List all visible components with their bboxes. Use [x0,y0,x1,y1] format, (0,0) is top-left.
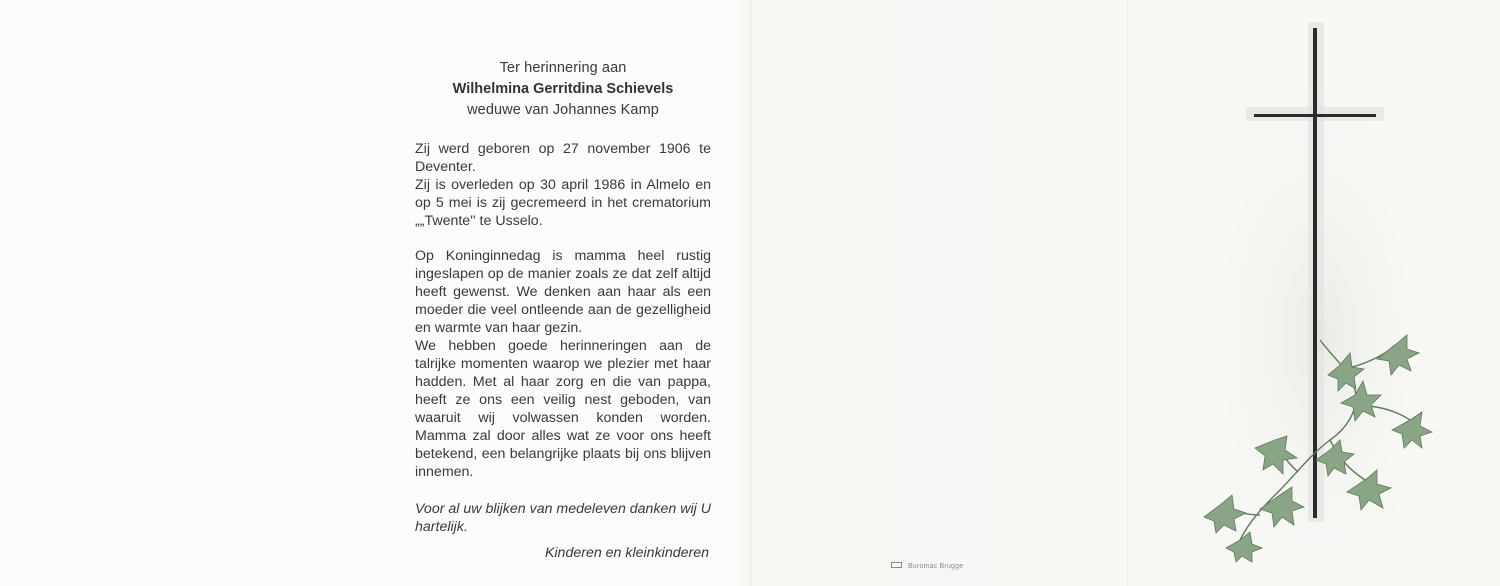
cross-with-ivy [1180,10,1450,580]
card-fold [750,0,752,586]
printer-label: Buromac Brugge [908,563,964,570]
deceased-name: Wilhelmina Gerritdina Schievels [452,81,674,97]
relation-line: weduwe van Johannes Kamp [467,102,659,118]
birth-death-paragraph [415,140,711,230]
remembrance-text-1: Op Koninginnedag is mamma heel rustig ingeslapen op de manier zoals ze dat zelf altijd heeft gewenst. We denken aan haar als een moeder die veel ontleende aan de gezelligheid en warmte van haar gezin. [415,248,711,336]
printer-logo-icon [891,562,902,568]
remembrance-text-2: We hebben goede herinneringen aan de talrijke momenten waarop we plezier met haar hadden. Met al haar zorg en die van pappa, heeft ze ons een veilig nest geboden, van waaruit wij volwassen konden worden. Mamma zal door alles wat ze voor ons heeft betekend, een belangrijke plaats bij ons blijven innemen. [415,338,711,480]
death-text: Zij is overleden op 30 april 1986 in Almelo en op 5 mei is zij gecremeerd in het crematorium „„Twente'' te Usselo. [415,177,711,229]
memorial-text [415,58,711,562]
signature: Kinderen en kleinkinderen [544,545,709,561]
remembrance-paragraph [415,247,711,481]
thanks-text: Voor al uw blijken van medeleven danken wij U hartelijk. [415,501,711,535]
birth-text: Zij werd geboren op 27 november 1906 te Deventer. [415,141,711,175]
printer-mark [891,563,963,570]
memorial-intro: Ter herinnering aan [499,60,627,76]
card-fold-secondary [1127,0,1128,586]
